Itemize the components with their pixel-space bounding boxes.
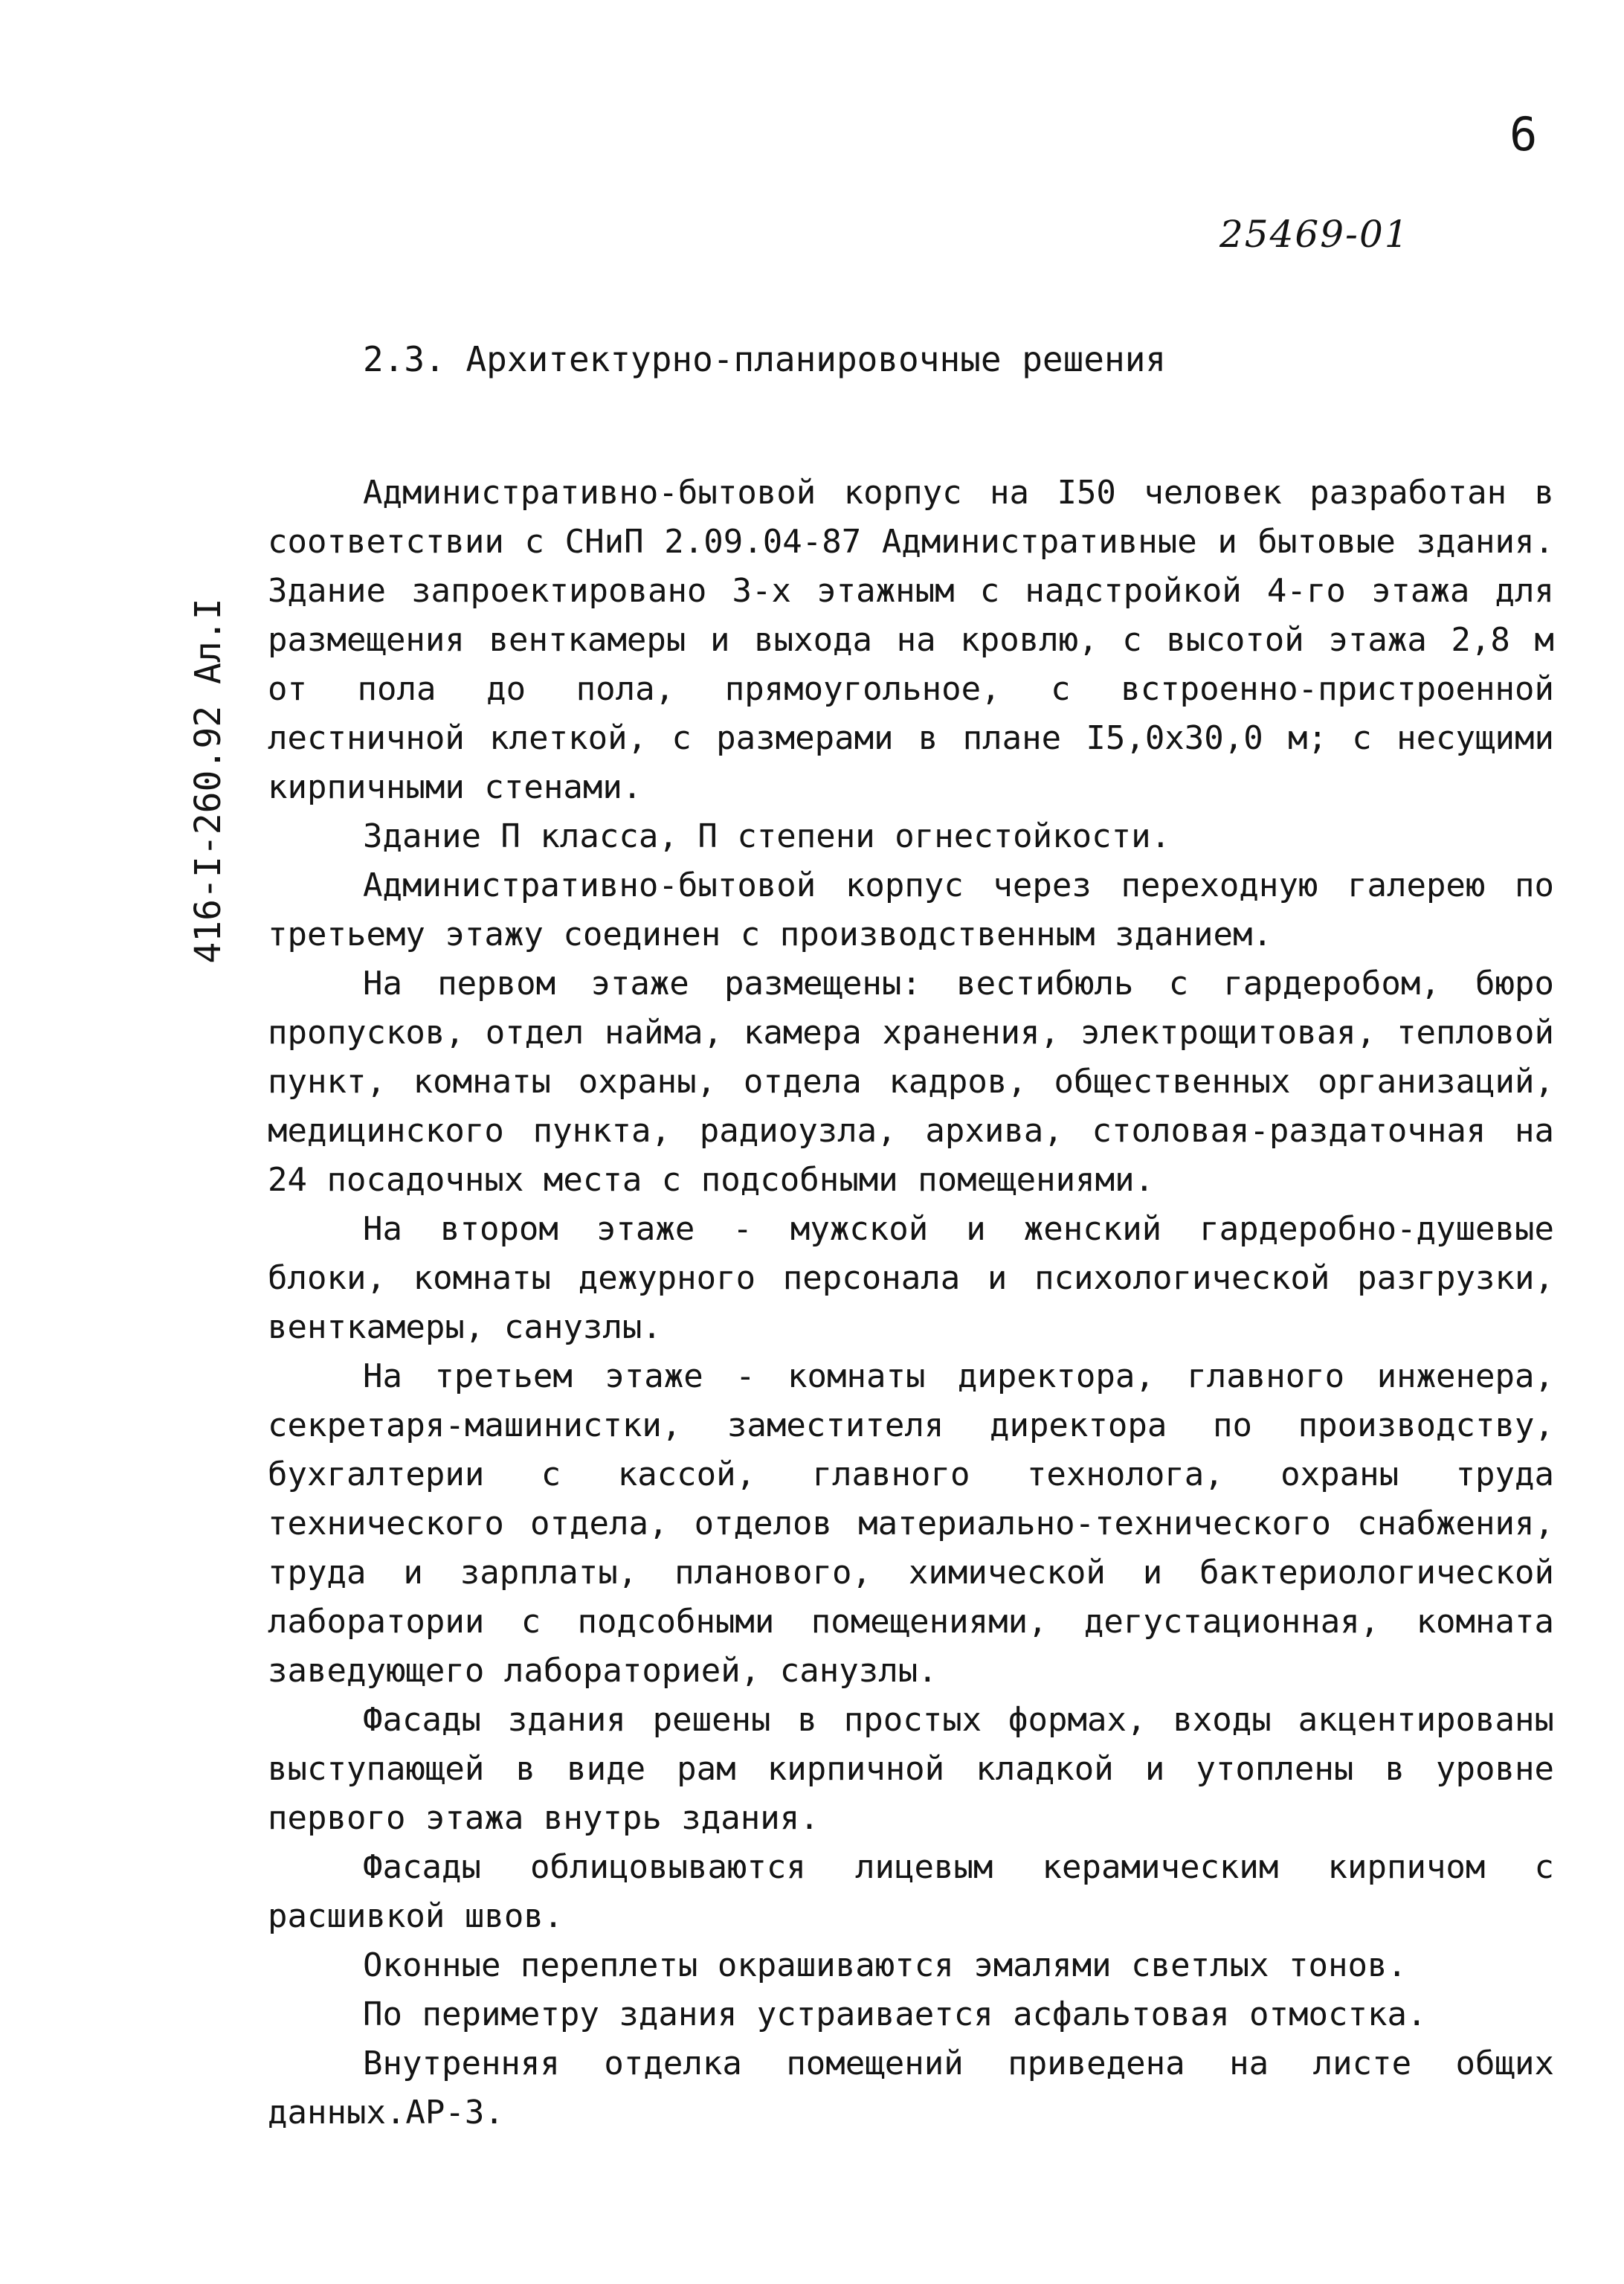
- section-title: 2.3. Архитектурно-планировочные решения: [363, 339, 1167, 379]
- paragraph: На первом этаже размещены: вестибюль с гардеробом, бюро пропусков, отдел найма, камера хранения, электрощитовая, тепловой пункт, комнаты охраны, отдела кадров, общественных организаций, медицинского пункта, радиоузла, архива, столовая-раздаточная на 24 посадочных места с подсобными помещениями.: [268, 965, 1554, 1199]
- paragraph: На втором этаже - мужской и женский гардеробно-душевые блоки, комнаты дежурного персонала и психологической разгрузки, венткамеры, санузлы.: [268, 1210, 1554, 1346]
- paragraph: Фасады здания решены в простых формах, входы акцентированы выступающей в виде рам кирпичной кладкой и утоплены в уровне первого этажа внутрь здания.: [268, 1701, 1554, 1837]
- paragraph: Административно-бытовой корпус на I50 человек разработан в соответствии с СНиП 2.09.04-87 Административные и бытовые здания. Здание запроектировано 3-х этажным с надстройкой 4-го этажа для размещения венткамеры и выхода на кровлю, с высотой этажа 2,8 м от пола до пола, прямоугольное, с встроенно-пристроенной лестничной клеткой, с размерами в плане I5,0х30,0 м; с несущими кирпичными стенами.: [268, 474, 1554, 806]
- paragraph: Внутренняя отделка помещений приведена на листе общих данных.АР-3.: [268, 2045, 1554, 2132]
- paragraph: На третьем этаже - комнаты директора, главного инженера, секретаря-машинистки, заместителя директора по производству, бухгалтерии с кассой, главного технолога, охраны труда технического отдела, отделов материально-технического снабжения, труда и зарплаты, планового, химической и бактериологической лаборатории с подсобными помещениями, дегустационная, комната заведующего лабораторией, санузлы.: [268, 1357, 1554, 1690]
- document-code: 25469-01: [1219, 213, 1410, 256]
- paragraph: Здание П класса, П степени огнестойкости.: [363, 817, 1171, 855]
- side-stamp: 416-I-260.92 Ал.I: [187, 598, 229, 964]
- paragraph: Фасады облицовываются лицевым керамическим кирпичом с расшивкой швов.: [268, 1848, 1554, 1935]
- body-text: [268, 469, 1554, 2137]
- page-number: 6: [1509, 107, 1538, 161]
- paragraph: Административно-бытовой корпус через переходную галерею по третьему этажу соединен с производственным зданием.: [268, 866, 1554, 953]
- paragraph: По периметру здания устраивается асфальтовая отмостка.: [363, 1995, 1427, 2033]
- paragraph: Оконные переплеты окрашиваются эмалями светлых тонов.: [363, 1946, 1407, 1984]
